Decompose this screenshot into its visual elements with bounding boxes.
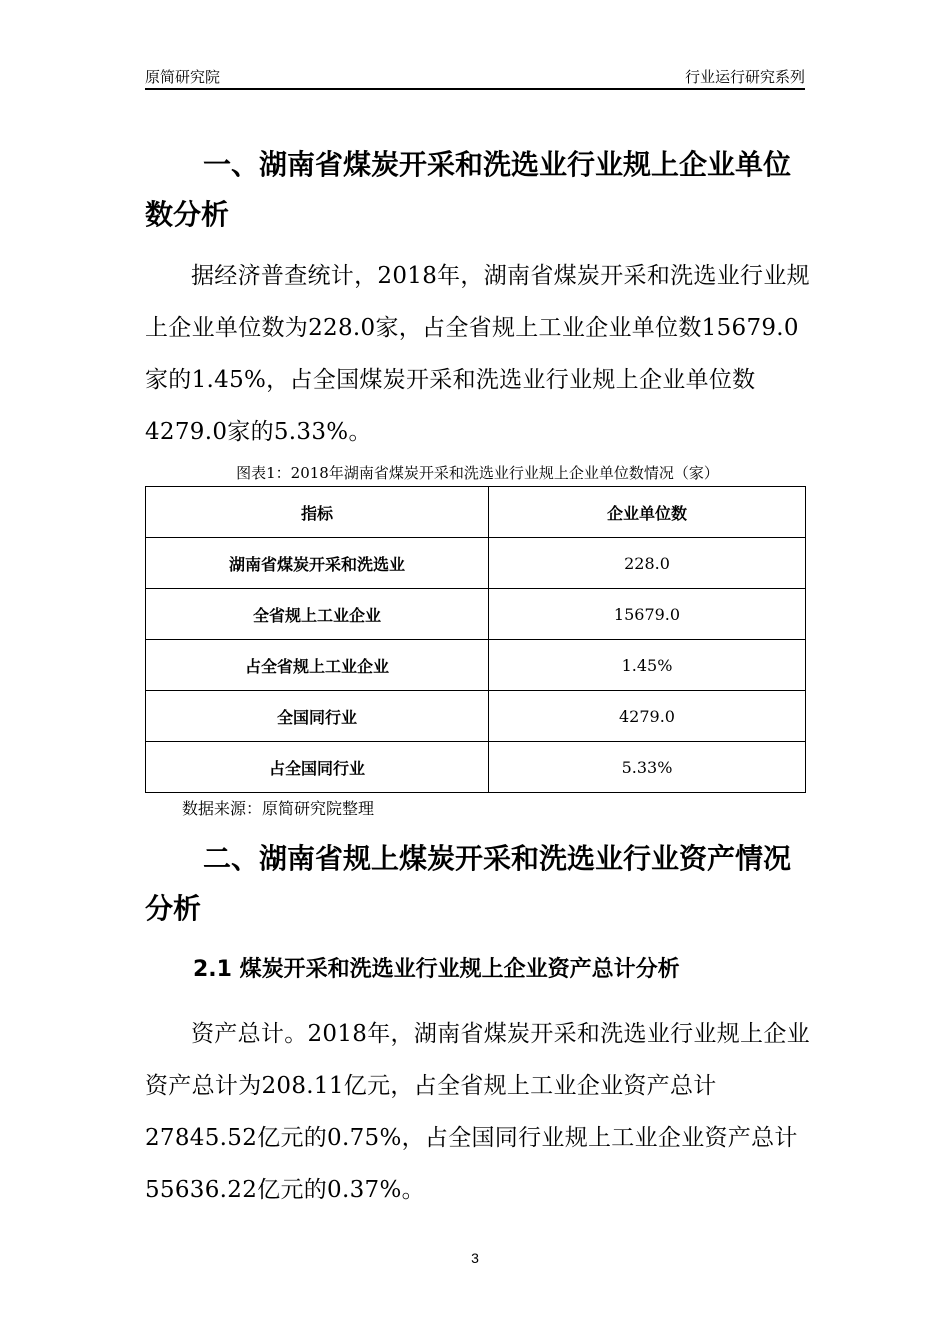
table-caption: 图表1：2018年湖南省煤炭开采和洗选业行业规上企业单位数情况（家）	[236, 464, 719, 482]
table-row	[146, 742, 806, 793]
row-value: 1.45%	[489, 640, 806, 691]
row-label: 全省规上工业企业	[146, 589, 489, 640]
header-indicator: 指标	[146, 487, 489, 538]
row-label: 占全省规上工业企业	[146, 640, 489, 691]
row-value: 228.0	[489, 538, 806, 589]
table-source-note: 数据来源：原简研究院整理	[182, 799, 375, 818]
header-series-name: 行业运行研究系列	[684, 68, 805, 86]
table-header-row	[146, 487, 806, 538]
row-value: 5.33%	[489, 742, 806, 793]
table-row	[146, 640, 806, 691]
row-label: 占全国同行业	[146, 742, 489, 793]
table-row	[146, 691, 806, 742]
row-label: 全国同行业	[146, 691, 489, 742]
table-row	[146, 538, 806, 589]
row-value: 4279.0	[489, 691, 806, 742]
section-2-title: 二、湖南省规上煤炭开采和洗选业行业资产情况分析	[145, 842, 792, 925]
section-1-paragraph: 据经济普查统计，2018年，湖南省煤炭开采和洗选业行业规上企业单位数为228.0家，占全省规上工业企业单位数15679.0家的1.45%，占全国煤炭开采和洗选业行业规上企业单位数4279.0家的5.33%。	[145, 263, 810, 445]
enterprise-count-table	[145, 486, 806, 793]
section-2-paragraph: 资产总计。2018年，湖南省煤炭开采和洗选业行业规上企业资产总计为208.11亿元，占全省规上工业企业资产总计27845.52亿元的0.75%，占全国同行业规上工业企业资产总计55636.22亿元的0.37%。	[145, 1021, 810, 1203]
section-2-1-subtitle: 2.1 煤炭开采和洗选业行业规上企业资产总计分析	[193, 957, 680, 982]
page-number: 3	[471, 1250, 479, 1266]
header-enterprise-count: 企业单位数	[489, 487, 806, 538]
row-label: 湖南省煤炭开采和洗选业	[146, 538, 489, 589]
section-1-title: 一、湖南省煤炭开采和洗选业行业规上企业单位数分析	[145, 148, 792, 231]
table-row	[146, 589, 806, 640]
page-header	[145, 62, 805, 90]
header-org-name: 原简研究院	[145, 68, 221, 86]
row-value: 15679.0	[489, 589, 806, 640]
